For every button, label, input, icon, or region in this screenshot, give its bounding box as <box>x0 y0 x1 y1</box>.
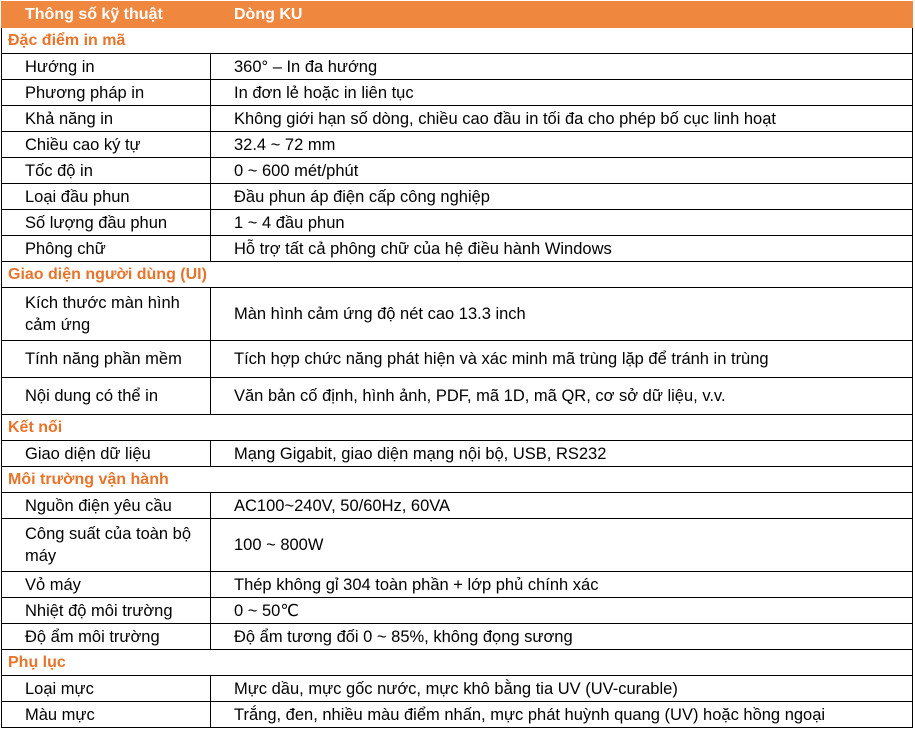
spec-value: 0 ~ 600 mét/phút <box>211 158 913 184</box>
spec-label: Nội dung có thể in <box>2 378 211 415</box>
table-row <box>2 184 913 210</box>
header-col-spec: Thông số kỹ thuật <box>2 2 211 28</box>
table-row <box>2 132 913 158</box>
table-row <box>2 106 913 132</box>
table-row <box>2 236 913 262</box>
spec-value: Trắng, đen, nhiều màu điểm nhấn, mực phát huỳnh quang (UV) hoặc hồng ngoại <box>211 702 913 728</box>
spec-value: 360° – In đa hướng <box>211 54 913 80</box>
section-header <box>2 262 913 288</box>
spec-value: AC100~240V, 50/60Hz, 60VA <box>211 493 913 519</box>
spec-label: Khả năng in <box>2 106 211 132</box>
spec-value: Văn bản cố định, hình ảnh, PDF, mã 1D, mã QR, cơ sở dữ liệu, v.v. <box>211 378 913 415</box>
spec-label: Màu mực <box>2 702 211 728</box>
table-row <box>2 288 913 341</box>
section-header <box>2 415 913 441</box>
spec-value: Mực dầu, mực gốc nước, mực khô bằng tia UV (UV-curable) <box>211 676 913 702</box>
section-header <box>2 467 913 493</box>
spec-value: 32.4 ~ 72 mm <box>211 132 913 158</box>
spec-label: Loại đầu phun <box>2 184 211 210</box>
section-title: Giao diện người dùng (UI) <box>2 262 913 288</box>
table-row <box>2 702 913 728</box>
spec-value: 0 ~ 50℃ <box>211 598 913 624</box>
section-title: Đặc điểm in mã <box>2 28 913 54</box>
table-row <box>2 341 913 378</box>
spec-value: In đơn lẻ hoặc in liên tục <box>211 80 913 106</box>
spec-value: 1 ~ 4 đầu phun <box>211 210 913 236</box>
table-row <box>2 441 913 467</box>
spec-label: Phương pháp in <box>2 80 211 106</box>
table-row <box>2 598 913 624</box>
spec-value: Màn hình cảm ứng độ nét cao 13.3 inch <box>211 288 913 341</box>
section-header <box>2 28 913 54</box>
spec-label: Loại mực <box>2 676 211 702</box>
spec-value: Đầu phun áp điện cấp công nghiệp <box>211 184 913 210</box>
spec-value: Hỗ trợ tất cả phông chữ của hệ điều hành Windows <box>211 236 913 262</box>
spec-label: Phông chữ <box>2 236 211 262</box>
spec-value: 100 ~ 800W <box>211 519 913 572</box>
section-title: Môi trường vận hành <box>2 467 913 493</box>
spec-label: Vỏ máy <box>2 572 211 598</box>
table-row <box>2 572 913 598</box>
spec-label: Tốc độ in <box>2 158 211 184</box>
spec-value: Tích hợp chức năng phát hiện và xác minh mã trùng lặp để tránh in trùng <box>211 341 913 378</box>
spec-table-body <box>2 2 913 728</box>
spec-label: Tính năng phần mềm <box>2 341 211 378</box>
spec-value: Độ ẩm tương đối 0 ~ 85%, không đọng sương <box>211 624 913 650</box>
spec-label: Kích thước màn hình cảm ứng <box>2 288 211 341</box>
spec-label: Độ ẩm môi trường <box>2 624 211 650</box>
header-col-series: Dòng KU <box>211 2 913 28</box>
spec-label: Nguồn điện yêu cầu <box>2 493 211 519</box>
spec-label: Số lượng đầu phun <box>2 210 211 236</box>
spec-value: Không giới hạn số dòng, chiều cao đầu in tối đa cho phép bố cục linh hoạt <box>211 106 913 132</box>
section-title: Kết nối <box>2 415 913 441</box>
table-row <box>2 676 913 702</box>
table-row <box>2 378 913 415</box>
spec-value: Mạng Gigabit, giao diện mạng nội bộ, USB, RS232 <box>211 441 913 467</box>
spec-label: Chiều cao ký tự <box>2 132 211 158</box>
spec-label: Hướng in <box>2 54 211 80</box>
spec-value: Thép không gỉ 304 toàn phần + lớp phủ chính xác <box>211 572 913 598</box>
spec-table <box>1 1 913 728</box>
spec-label: Giao diện dữ liệu <box>2 441 211 467</box>
section-title: Phụ lục <box>2 650 913 676</box>
table-row <box>2 624 913 650</box>
table-header <box>2 2 913 28</box>
table-row <box>2 493 913 519</box>
table-row <box>2 210 913 236</box>
table-row <box>2 519 913 572</box>
table-row <box>2 158 913 184</box>
table-row <box>2 54 913 80</box>
spec-label: Công suất của toàn bộ máy <box>2 519 211 572</box>
table-row <box>2 80 913 106</box>
section-header <box>2 650 913 676</box>
spec-label: Nhiệt độ môi trường <box>2 598 211 624</box>
